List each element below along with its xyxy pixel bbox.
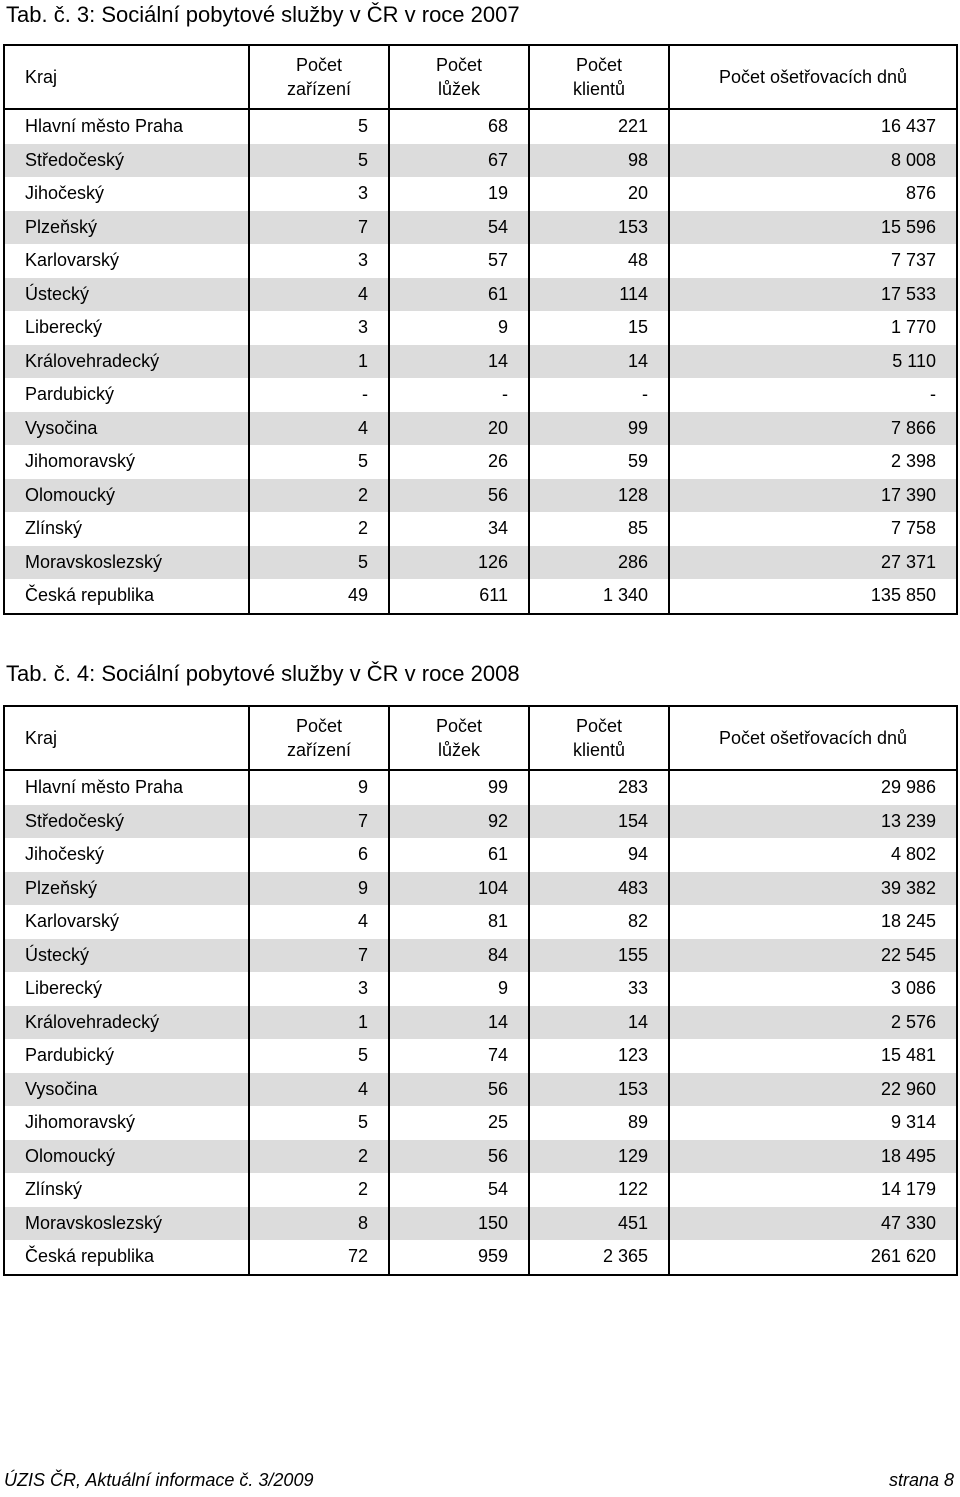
cell-pocet-luzek: 611	[389, 579, 529, 614]
cell-pocet-klientu: 59	[529, 445, 669, 479]
cell-pocet-dnu: 22 545	[669, 939, 957, 973]
cell-pocet-zarizeni: 3	[249, 177, 389, 211]
cell-kraj: Vysočina	[4, 1073, 249, 1107]
cell-pocet-dnu: 18 495	[669, 1140, 957, 1174]
cell-pocet-dnu: 8 008	[669, 144, 957, 178]
cell-kraj: Jihomoravský	[4, 1106, 249, 1140]
cell-pocet-zarizeni: 72	[249, 1240, 389, 1275]
cell-pocet-zarizeni: 2	[249, 1140, 389, 1174]
cell-pocet-zarizeni: 49	[249, 579, 389, 614]
cell-pocet-luzek: 9	[389, 311, 529, 345]
cell-pocet-luzek: 9	[389, 972, 529, 1006]
cell-pocet-zarizeni: 2	[249, 1173, 389, 1207]
cell-pocet-klientu: 451	[529, 1207, 669, 1241]
cell-kraj: Zlínský	[4, 512, 249, 546]
cell-pocet-luzek: 61	[389, 278, 529, 312]
cell-pocet-klientu: 48	[529, 244, 669, 278]
cell-pocet-dnu: 2 576	[669, 1006, 957, 1040]
cell-pocet-zarizeni: 5	[249, 546, 389, 580]
header-osetrovacich-dnu: Počet ošetřovacích dnů	[669, 45, 957, 109]
footer-page-number: strana 8	[888, 1470, 954, 1490]
cell-pocet-dnu: -	[669, 378, 957, 412]
cell-pocet-dnu: 5 110	[669, 345, 957, 379]
cell-pocet-dnu: 3 086	[669, 972, 957, 1006]
cell-pocet-klientu: 128	[529, 479, 669, 513]
cell-kraj: Zlínský	[4, 1173, 249, 1207]
cell-kraj: Moravskoslezský	[4, 546, 249, 580]
cell-pocet-klientu: 15	[529, 311, 669, 345]
table-header-row	[4, 45, 957, 109]
header-klientu: Počet klientů	[529, 45, 669, 109]
table-row	[4, 1140, 957, 1174]
table-2008	[3, 705, 958, 1276]
cell-pocet-klientu: 286	[529, 546, 669, 580]
cell-pocet-luzek: 81	[389, 905, 529, 939]
cell-pocet-klientu: 98	[529, 144, 669, 178]
cell-pocet-dnu: 1 770	[669, 311, 957, 345]
cell-pocet-luzek: 34	[389, 512, 529, 546]
cell-pocet-dnu: 29 986	[669, 770, 957, 805]
cell-kraj: Středočeský	[4, 805, 249, 839]
table-row	[4, 905, 957, 939]
cell-pocet-luzek: 57	[389, 244, 529, 278]
cell-pocet-klientu: 82	[529, 905, 669, 939]
cell-kraj: Pardubický	[4, 1039, 249, 1073]
cell-pocet-klientu: 14	[529, 1006, 669, 1040]
cell-pocet-luzek: 25	[389, 1106, 529, 1140]
cell-pocet-zarizeni: 3	[249, 311, 389, 345]
table-row	[4, 1073, 957, 1107]
table-row	[4, 109, 957, 144]
cell-pocet-zarizeni: 2	[249, 512, 389, 546]
cell-pocet-zarizeni: 6	[249, 838, 389, 872]
cell-pocet-klientu: 94	[529, 838, 669, 872]
cell-pocet-luzek: 26	[389, 445, 529, 479]
cell-kraj: Olomoucký	[4, 1140, 249, 1174]
cell-pocet-dnu: 17 390	[669, 479, 957, 513]
table-row	[4, 278, 957, 312]
cell-pocet-luzek: -	[389, 378, 529, 412]
cell-pocet-luzek: 99	[389, 770, 529, 805]
cell-pocet-dnu: 9 314	[669, 1106, 957, 1140]
header-klientu: Počet klientů	[529, 706, 669, 770]
header-kraj: Kraj	[4, 45, 249, 109]
cell-pocet-zarizeni: 9	[249, 872, 389, 906]
cell-kraj: Karlovarský	[4, 905, 249, 939]
cell-pocet-luzek: 67	[389, 144, 529, 178]
table-row	[4, 838, 957, 872]
header-osetrovacich-dnu: Počet ošetřovacích dnů	[669, 706, 957, 770]
cell-pocet-dnu: 18 245	[669, 905, 957, 939]
cell-pocet-luzek: 56	[389, 1140, 529, 1174]
cell-pocet-zarizeni: 8	[249, 1207, 389, 1241]
table-title-2007: Tab. č. 3: Sociální pobytové služby v ČR v roce 2007	[6, 2, 520, 27]
cell-kraj: Liberecký	[4, 972, 249, 1006]
cell-pocet-zarizeni: 7	[249, 939, 389, 973]
cell-kraj: Pardubický	[4, 378, 249, 412]
cell-pocet-klientu: 122	[529, 1173, 669, 1207]
table-row	[4, 1106, 957, 1140]
table-row	[4, 972, 957, 1006]
cell-kraj: Karlovarský	[4, 244, 249, 278]
table-row	[4, 412, 957, 446]
header-luzek: Počet lůžek	[389, 706, 529, 770]
cell-pocet-dnu: 22 960	[669, 1073, 957, 1107]
cell-pocet-dnu: 2 398	[669, 445, 957, 479]
cell-kraj: Moravskoslezský	[4, 1207, 249, 1241]
cell-kraj: Středočeský	[4, 144, 249, 178]
cell-pocet-dnu: 876	[669, 177, 957, 211]
table-row	[4, 1006, 957, 1040]
cell-pocet-luzek: 92	[389, 805, 529, 839]
table-row	[4, 311, 957, 345]
cell-pocet-luzek: 104	[389, 872, 529, 906]
cell-pocet-luzek: 68	[389, 109, 529, 144]
cell-pocet-luzek: 126	[389, 546, 529, 580]
cell-pocet-klientu: 2 365	[529, 1240, 669, 1275]
table-row	[4, 770, 957, 805]
cell-kraj: Královehradecký	[4, 1006, 249, 1040]
cell-pocet-dnu: 7 866	[669, 412, 957, 446]
cell-pocet-klientu: -	[529, 378, 669, 412]
cell-pocet-luzek: 54	[389, 211, 529, 245]
cell-pocet-luzek: 19	[389, 177, 529, 211]
cell-pocet-klientu: 114	[529, 278, 669, 312]
cell-kraj: Královehradecký	[4, 345, 249, 379]
header-luzek: Počet lůžek	[389, 45, 529, 109]
table-title-2008: Tab. č. 4: Sociální pobytové služby v ČR v roce 2008	[6, 661, 520, 686]
cell-pocet-luzek: 20	[389, 412, 529, 446]
cell-pocet-klientu: 99	[529, 412, 669, 446]
cell-pocet-luzek: 56	[389, 479, 529, 513]
cell-pocet-zarizeni: 4	[249, 278, 389, 312]
table-row	[4, 1039, 957, 1073]
cell-pocet-klientu: 155	[529, 939, 669, 973]
header-kraj: Kraj	[4, 706, 249, 770]
cell-pocet-klientu: 154	[529, 805, 669, 839]
table-row	[4, 479, 957, 513]
cell-pocet-zarizeni: 2	[249, 479, 389, 513]
cell-pocet-luzek: 14	[389, 345, 529, 379]
table-row	[4, 805, 957, 839]
cell-pocet-dnu: 15 596	[669, 211, 957, 245]
cell-pocet-dnu: 13 239	[669, 805, 957, 839]
cell-pocet-luzek: 61	[389, 838, 529, 872]
cell-pocet-zarizeni: 5	[249, 1039, 389, 1073]
cell-pocet-klientu: 1 340	[529, 579, 669, 614]
cell-pocet-luzek: 14	[389, 1006, 529, 1040]
footer-source: ÚZIS ČR, Aktuální informace č. 3/2009	[4, 1470, 314, 1490]
cell-pocet-zarizeni: 5	[249, 109, 389, 144]
cell-pocet-klientu: 221	[529, 109, 669, 144]
cell-kraj: Česká republika	[4, 1240, 249, 1275]
cell-pocet-klientu: 33	[529, 972, 669, 1006]
cell-pocet-klientu: 129	[529, 1140, 669, 1174]
table-row	[4, 445, 957, 479]
cell-pocet-dnu: 17 533	[669, 278, 957, 312]
cell-pocet-klientu: 14	[529, 345, 669, 379]
cell-kraj: Hlavní město Praha	[4, 770, 249, 805]
cell-pocet-luzek: 56	[389, 1073, 529, 1107]
cell-pocet-klientu: 85	[529, 512, 669, 546]
cell-pocet-dnu: 4 802	[669, 838, 957, 872]
table-row	[4, 244, 957, 278]
table-row	[4, 177, 957, 211]
cell-pocet-dnu: 135 850	[669, 579, 957, 614]
cell-pocet-dnu: 7 758	[669, 512, 957, 546]
cell-pocet-zarizeni: 7	[249, 805, 389, 839]
cell-pocet-dnu: 39 382	[669, 872, 957, 906]
cell-pocet-klientu: 89	[529, 1106, 669, 1140]
cell-pocet-luzek: 959	[389, 1240, 529, 1275]
table-row	[4, 211, 957, 245]
table-row	[4, 872, 957, 906]
cell-pocet-dnu: 16 437	[669, 109, 957, 144]
header-zarizeni: Počet zařízení	[249, 706, 389, 770]
cell-pocet-klientu: 20	[529, 177, 669, 211]
table-row	[4, 378, 957, 412]
table-2007	[3, 44, 958, 615]
cell-pocet-klientu: 283	[529, 770, 669, 805]
cell-pocet-zarizeni: 7	[249, 211, 389, 245]
cell-pocet-dnu: 47 330	[669, 1207, 957, 1241]
cell-pocet-zarizeni: 9	[249, 770, 389, 805]
cell-pocet-zarizeni: 1	[249, 345, 389, 379]
cell-kraj: Hlavní město Praha	[4, 109, 249, 144]
cell-kraj: Česká republika	[4, 579, 249, 614]
cell-kraj: Jihočeský	[4, 177, 249, 211]
cell-pocet-luzek: 150	[389, 1207, 529, 1241]
cell-pocet-dnu: 27 371	[669, 546, 957, 580]
cell-pocet-dnu: 15 481	[669, 1039, 957, 1073]
table-row	[4, 512, 957, 546]
table-row	[4, 345, 957, 379]
cell-kraj: Ústecký	[4, 278, 249, 312]
cell-pocet-zarizeni: 5	[249, 445, 389, 479]
cell-pocet-luzek: 84	[389, 939, 529, 973]
table-row	[4, 144, 957, 178]
cell-pocet-klientu: 483	[529, 872, 669, 906]
cell-pocet-zarizeni: 4	[249, 905, 389, 939]
cell-pocet-dnu: 7 737	[669, 244, 957, 278]
cell-kraj: Olomoucký	[4, 479, 249, 513]
cell-kraj: Ústecký	[4, 939, 249, 973]
cell-pocet-klientu: 153	[529, 211, 669, 245]
header-zarizeni: Počet zařízení	[249, 45, 389, 109]
cell-kraj: Plzeňský	[4, 211, 249, 245]
table-row	[4, 1240, 957, 1275]
cell-pocet-dnu: 14 179	[669, 1173, 957, 1207]
cell-pocet-klientu: 153	[529, 1073, 669, 1107]
table-header-row	[4, 706, 957, 770]
table-row	[4, 939, 957, 973]
table-row	[4, 1207, 957, 1241]
cell-kraj: Vysočina	[4, 412, 249, 446]
table-row	[4, 1173, 957, 1207]
cell-pocet-dnu: 261 620	[669, 1240, 957, 1275]
cell-kraj: Jihomoravský	[4, 445, 249, 479]
cell-pocet-zarizeni: 1	[249, 1006, 389, 1040]
table-row	[4, 546, 957, 580]
cell-kraj: Liberecký	[4, 311, 249, 345]
cell-pocet-zarizeni: 3	[249, 972, 389, 1006]
cell-pocet-luzek: 74	[389, 1039, 529, 1073]
cell-pocet-zarizeni: 4	[249, 1073, 389, 1107]
cell-pocet-klientu: 123	[529, 1039, 669, 1073]
cell-kraj: Jihočeský	[4, 838, 249, 872]
cell-pocet-luzek: 54	[389, 1173, 529, 1207]
cell-pocet-zarizeni: 3	[249, 244, 389, 278]
table-row	[4, 579, 957, 614]
cell-kraj: Plzeňský	[4, 872, 249, 906]
cell-pocet-zarizeni: 5	[249, 144, 389, 178]
cell-pocet-zarizeni: 4	[249, 412, 389, 446]
cell-pocet-zarizeni: 5	[249, 1106, 389, 1140]
cell-pocet-zarizeni: -	[249, 378, 389, 412]
